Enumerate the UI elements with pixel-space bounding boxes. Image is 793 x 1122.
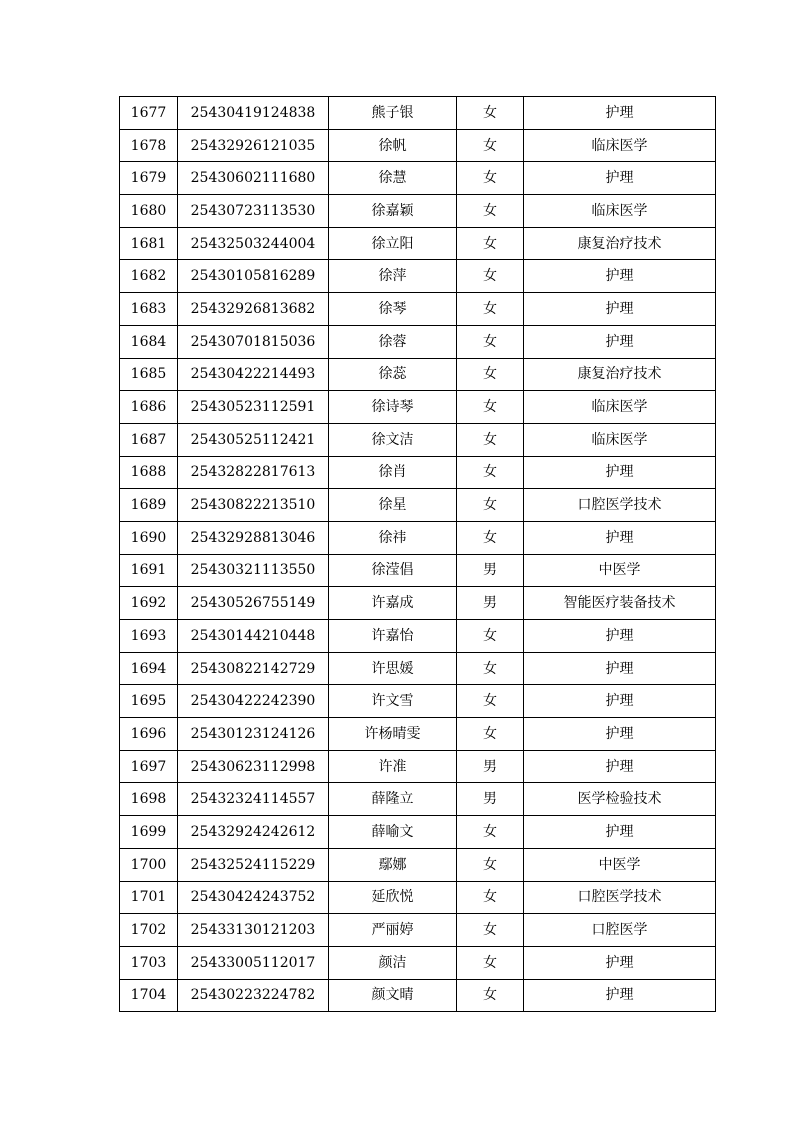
table-row [120, 521, 716, 554]
candidate-id-cell: 25430602111680 [178, 162, 329, 195]
row-number-cell: 1694 [120, 652, 178, 685]
table-row [120, 881, 716, 914]
student-name-cell: 严丽婷 [329, 914, 457, 947]
gender-cell: 男 [457, 554, 524, 587]
major-cell: 护理 [524, 979, 716, 1012]
student-name-cell: 徐蓉 [329, 325, 457, 358]
row-number-cell: 1685 [120, 358, 178, 391]
table-row [120, 97, 716, 130]
major-cell: 护理 [524, 750, 716, 783]
major-cell: 康复治疗技术 [524, 227, 716, 260]
row-number-cell: 1697 [120, 750, 178, 783]
major-cell: 护理 [524, 325, 716, 358]
gender-cell: 女 [457, 456, 524, 489]
major-cell: 口腔医学技术 [524, 881, 716, 914]
table-row [120, 848, 716, 881]
candidate-id-cell: 25430525112421 [178, 423, 329, 456]
candidate-id-cell: 25430422242390 [178, 685, 329, 718]
row-number-cell: 1682 [120, 260, 178, 293]
major-cell: 护理 [524, 162, 716, 195]
major-cell: 康复治疗技术 [524, 358, 716, 391]
gender-cell: 女 [457, 979, 524, 1012]
major-cell: 护理 [524, 97, 716, 130]
student-name-cell: 徐祎 [329, 521, 457, 554]
row-number-cell: 1692 [120, 587, 178, 620]
row-number-cell: 1698 [120, 783, 178, 816]
row-number-cell: 1702 [120, 914, 178, 947]
roster-body [120, 97, 716, 1012]
table-row [120, 227, 716, 260]
candidate-id-cell: 25430105816289 [178, 260, 329, 293]
gender-cell: 女 [457, 358, 524, 391]
candidate-id-cell: 25430123124126 [178, 718, 329, 751]
candidate-id-cell: 25430701815036 [178, 325, 329, 358]
gender-cell: 女 [457, 260, 524, 293]
candidate-id-cell: 25430723113530 [178, 195, 329, 228]
gender-cell: 女 [457, 946, 524, 979]
row-number-cell: 1684 [120, 325, 178, 358]
student-name-cell: 徐立阳 [329, 227, 457, 260]
table-row [120, 685, 716, 718]
candidate-id-cell: 25432928813046 [178, 521, 329, 554]
candidate-id-cell: 25432926121035 [178, 129, 329, 162]
student-name-cell: 薛隆立 [329, 783, 457, 816]
table-row [120, 129, 716, 162]
student-name-cell: 许嘉成 [329, 587, 457, 620]
candidate-id-cell: 25432822817613 [178, 456, 329, 489]
gender-cell: 女 [457, 521, 524, 554]
gender-cell: 女 [457, 848, 524, 881]
table-row [120, 783, 716, 816]
row-number-cell: 1690 [120, 521, 178, 554]
gender-cell: 女 [457, 423, 524, 456]
table-row [120, 260, 716, 293]
major-cell: 中医学 [524, 848, 716, 881]
row-number-cell: 1677 [120, 97, 178, 130]
major-cell: 口腔医学技术 [524, 489, 716, 522]
gender-cell: 女 [457, 685, 524, 718]
student-name-cell: 徐萍 [329, 260, 457, 293]
candidate-id-cell: 25433005112017 [178, 946, 329, 979]
gender-cell: 女 [457, 816, 524, 849]
row-number-cell: 1693 [120, 620, 178, 653]
row-number-cell: 1696 [120, 718, 178, 751]
row-number-cell: 1704 [120, 979, 178, 1012]
row-number-cell: 1687 [120, 423, 178, 456]
student-name-cell: 徐滢倡 [329, 554, 457, 587]
row-number-cell: 1686 [120, 391, 178, 424]
major-cell: 临床医学 [524, 423, 716, 456]
candidate-id-cell: 25432924242612 [178, 816, 329, 849]
table-row [120, 423, 716, 456]
major-cell: 护理 [524, 946, 716, 979]
candidate-id-cell: 25430822142729 [178, 652, 329, 685]
candidate-id-cell: 25432503244004 [178, 227, 329, 260]
gender-cell: 男 [457, 783, 524, 816]
row-number-cell: 1691 [120, 554, 178, 587]
candidate-id-cell: 25430822213510 [178, 489, 329, 522]
major-cell: 护理 [524, 718, 716, 751]
row-number-cell: 1701 [120, 881, 178, 914]
student-name-cell: 徐肖 [329, 456, 457, 489]
student-name-cell: 徐嘉颖 [329, 195, 457, 228]
table-row [120, 750, 716, 783]
row-number-cell: 1688 [120, 456, 178, 489]
student-name-cell: 许文雪 [329, 685, 457, 718]
student-name-cell: 许杨晴雯 [329, 718, 457, 751]
candidate-id-cell: 25430223224782 [178, 979, 329, 1012]
table-row [120, 620, 716, 653]
gender-cell: 女 [457, 620, 524, 653]
student-name-cell: 许准 [329, 750, 457, 783]
major-cell: 护理 [524, 293, 716, 326]
gender-cell: 女 [457, 162, 524, 195]
gender-cell: 女 [457, 195, 524, 228]
gender-cell: 女 [457, 718, 524, 751]
table-row [120, 554, 716, 587]
student-name-cell: 徐蕊 [329, 358, 457, 391]
student-name-cell: 熊子银 [329, 97, 457, 130]
major-cell: 临床医学 [524, 391, 716, 424]
table-row [120, 391, 716, 424]
gender-cell: 女 [457, 489, 524, 522]
table-row [120, 979, 716, 1012]
student-name-cell: 颜文晴 [329, 979, 457, 1012]
table-row [120, 816, 716, 849]
major-cell: 中医学 [524, 554, 716, 587]
candidate-id-cell: 25430523112591 [178, 391, 329, 424]
candidate-id-cell: 25430321113550 [178, 554, 329, 587]
gender-cell: 男 [457, 750, 524, 783]
candidate-id-cell: 25432926813682 [178, 293, 329, 326]
major-cell: 护理 [524, 456, 716, 489]
gender-cell: 男 [457, 587, 524, 620]
student-name-cell: 延欣悦 [329, 881, 457, 914]
row-number-cell: 1681 [120, 227, 178, 260]
candidate-id-cell: 25430526755149 [178, 587, 329, 620]
gender-cell: 女 [457, 881, 524, 914]
table-row [120, 358, 716, 391]
student-name-cell: 许思媛 [329, 652, 457, 685]
table-row [120, 456, 716, 489]
student-name-cell: 徐星 [329, 489, 457, 522]
row-number-cell: 1699 [120, 816, 178, 849]
student-name-cell: 徐文洁 [329, 423, 457, 456]
table-row [120, 587, 716, 620]
student-name-cell: 徐琴 [329, 293, 457, 326]
row-number-cell: 1689 [120, 489, 178, 522]
row-number-cell: 1703 [120, 946, 178, 979]
row-number-cell: 1700 [120, 848, 178, 881]
table-row [120, 162, 716, 195]
major-cell: 临床医学 [524, 129, 716, 162]
major-cell: 口腔医学 [524, 914, 716, 947]
student-name-cell: 徐帆 [329, 129, 457, 162]
major-cell: 护理 [524, 620, 716, 653]
table-row [120, 914, 716, 947]
gender-cell: 女 [457, 97, 524, 130]
major-cell: 护理 [524, 685, 716, 718]
student-name-cell: 颜洁 [329, 946, 457, 979]
table-row [120, 718, 716, 751]
row-number-cell: 1680 [120, 195, 178, 228]
student-name-cell: 徐诗琴 [329, 391, 457, 424]
candidate-id-cell: 25432524115229 [178, 848, 329, 881]
student-name-cell: 薛喻文 [329, 816, 457, 849]
gender-cell: 女 [457, 129, 524, 162]
table-row [120, 946, 716, 979]
student-name-cell: 许嘉怡 [329, 620, 457, 653]
major-cell: 医学检验技术 [524, 783, 716, 816]
major-cell: 智能医疗装备技术 [524, 587, 716, 620]
row-number-cell: 1683 [120, 293, 178, 326]
major-cell: 护理 [524, 652, 716, 685]
major-cell: 临床医学 [524, 195, 716, 228]
gender-cell: 女 [457, 652, 524, 685]
candidate-id-cell: 25432324114557 [178, 783, 329, 816]
candidate-id-cell: 25433130121203 [178, 914, 329, 947]
row-number-cell: 1695 [120, 685, 178, 718]
major-cell: 护理 [524, 521, 716, 554]
row-number-cell: 1679 [120, 162, 178, 195]
table-row [120, 652, 716, 685]
candidate-id-cell: 25430422214493 [178, 358, 329, 391]
candidate-id-cell: 25430623112998 [178, 750, 329, 783]
admission-roster-table [119, 96, 716, 1012]
major-cell: 护理 [524, 816, 716, 849]
table-row [120, 325, 716, 358]
student-name-cell: 徐慧 [329, 162, 457, 195]
gender-cell: 女 [457, 227, 524, 260]
candidate-id-cell: 25430424243752 [178, 881, 329, 914]
gender-cell: 女 [457, 914, 524, 947]
gender-cell: 女 [457, 391, 524, 424]
major-cell: 护理 [524, 260, 716, 293]
table-row [120, 195, 716, 228]
table-row [120, 489, 716, 522]
student-name-cell: 鄢娜 [329, 848, 457, 881]
gender-cell: 女 [457, 325, 524, 358]
candidate-id-cell: 25430144210448 [178, 620, 329, 653]
table-row [120, 293, 716, 326]
gender-cell: 女 [457, 293, 524, 326]
candidate-id-cell: 25430419124838 [178, 97, 329, 130]
row-number-cell: 1678 [120, 129, 178, 162]
